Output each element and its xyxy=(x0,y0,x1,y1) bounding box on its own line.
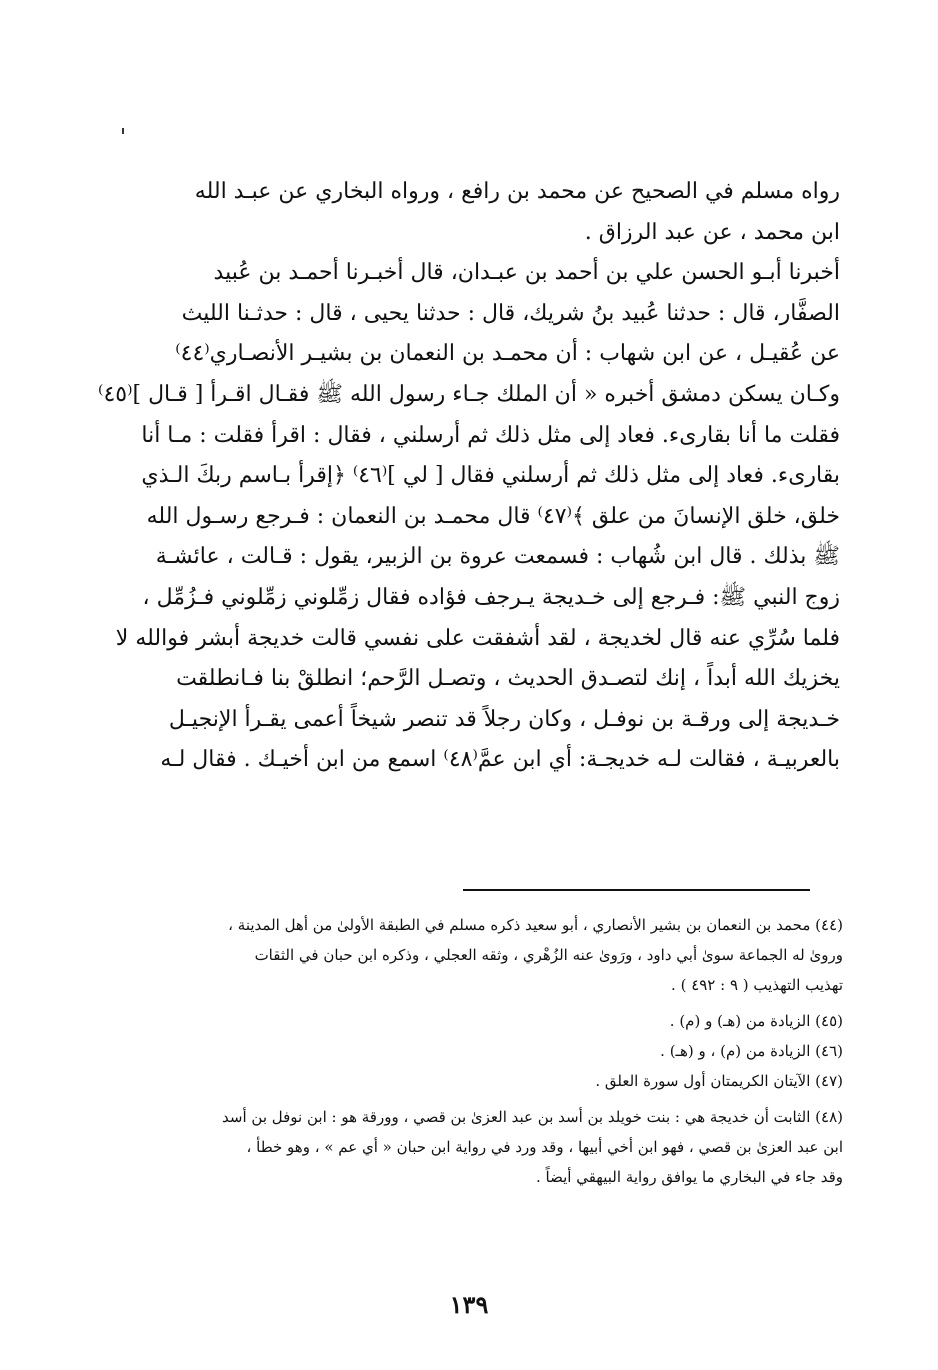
footnote-line: وروىٰ له الجماعة سوىٰ أبي داود ، ورَوىٰ عنه الزُهْري ، وثقه العجلي ، وذكره ابن حبان في الثقات xyxy=(254,946,843,964)
footnotes-45-47 xyxy=(88,1006,843,1096)
main-text-line: فقلت ما أنا بقارىء. فعاد إلى مثل ذلك ثم أرسلني ، فقال : اقرأ فقلت : مـا أنا xyxy=(141,422,840,448)
scan-speck xyxy=(122,128,124,134)
main-text-line: زوج النبي ﷺ: فـرجع إلى خـديجة يـرجف فؤاده فقال زمِّلوني زمِّلوني فـزُمِّل ، xyxy=(142,584,840,610)
footnote-line: (٤٥) الزيادة من (هـ) و (م) . xyxy=(669,1012,843,1030)
footnote-line: تهذيب التهذيب ( ٩ : ٤٩٢ ) . xyxy=(671,976,843,994)
main-text-line: بالعربيـة ، فقالت لـه خديجـة: أي ابن عمَّ⁽٤٨⁾ اسمع من ابن أخيـك . فقال لـه xyxy=(160,747,840,773)
main-text-line: يخزيك الله أبداً ، إنك لتصـدق الحديث ، وتصـل الرَّحم؛ انطلقْ بنا فـانطلقت xyxy=(176,666,840,692)
footnote-line: (٤٤) محمد بن النعمان بن بشير الأنصاري ، أبو سعيد ذكره مسلم في الطبقة الأولىٰ من أهل المدينة ، xyxy=(228,916,843,934)
main-text-line: ابن محمد ، عن عبد الرزاق . xyxy=(584,219,840,245)
footnote-line: (٤٧) الآيتان الكريمتان أول سورة العلق . xyxy=(595,1072,843,1090)
main-text-line: أخبرنا أبـو الحسن علي بن أحمد بن عبـدان، قال أخبـرنا أحمـد بن عُبيد xyxy=(213,260,840,286)
footnote-line: (٤٦) الزيادة من (م) ، و (هـ) . xyxy=(660,1042,843,1060)
footnote-line: وقد جاء في البخاري ما يوافق رواية البيهقي أيضاً . xyxy=(535,1168,843,1186)
footnote-line: ابن عبد العزىٰ بن قصي ، فهو ابن أخي أبيها ، وقد ورد في رواية ابن حبان « أي عم » ، وهو خطأ ، xyxy=(246,1138,843,1156)
main-text-body xyxy=(98,172,840,781)
main-text-line: فلما سُرِّي عنه قال لخديجة ، لقد أشفقت على نفسي قالت خديجة أبشر فوالله لا xyxy=(115,625,840,651)
main-text-line: خلق، خلق الإنسانَ من علق ﴾⁽٤٧⁾ قال محمـد بن النعمان : فـرجع رسـول الله xyxy=(146,503,840,529)
main-text-line: خـديجة إلى ورقـة بن نوفـل ، وكان رجلاً قد تنصر شيخاً أعمى يقـرأ الإنجيـل xyxy=(168,706,840,732)
main-text-line: ﷺ بذلك . قال ابن شُهاب : فسمعت عروة بن الزبير، يقول : قـالت ، عائشـة xyxy=(155,544,840,570)
main-text-line: بقارىء. فعاد إلى مثل ذلك ثم أرسلني فقال [ لي ]⁽٤٦⁾ ﴿إقرأ بـاسم ربكَ الـذي xyxy=(141,463,840,489)
main-text-line: رواه مسلم في الصحيح عن محمد بن رافع ، ورواه البخاري عن عبـد الله xyxy=(194,179,840,204)
footnote-44 xyxy=(88,910,843,1000)
footnote-48 xyxy=(88,1102,843,1192)
main-text-line: الصفَّار، قال : حدثنا عُبيد بنُ شريك، قال : حدثنا يحيى ، قال : حدثـنا الليث xyxy=(181,300,840,326)
footnotes-section xyxy=(88,910,843,1198)
main-text-line: عن عُقيـل ، عن ابن شهاب : أن محمـد بن النعمان بن بشيـر الأنصـاري⁽٤٤⁾ xyxy=(175,341,840,367)
footnote-line: (٤٨) الثابت أن خديجة هي : بنت خويلد بن أسد بن عبد العزىٰ بن قصي ، وورقة هو : ابن نوفل بن أسد xyxy=(222,1108,843,1126)
main-text-line: وكـان يسكن دمشق أخبره « أن الملك جـاء رسول الله ﷺ فقـال اقـرأ [ قـال ]⁽٤٥⁾ xyxy=(98,381,840,407)
page-number: ١٣٩ xyxy=(449,1290,489,1319)
footnote-separator xyxy=(463,889,810,891)
